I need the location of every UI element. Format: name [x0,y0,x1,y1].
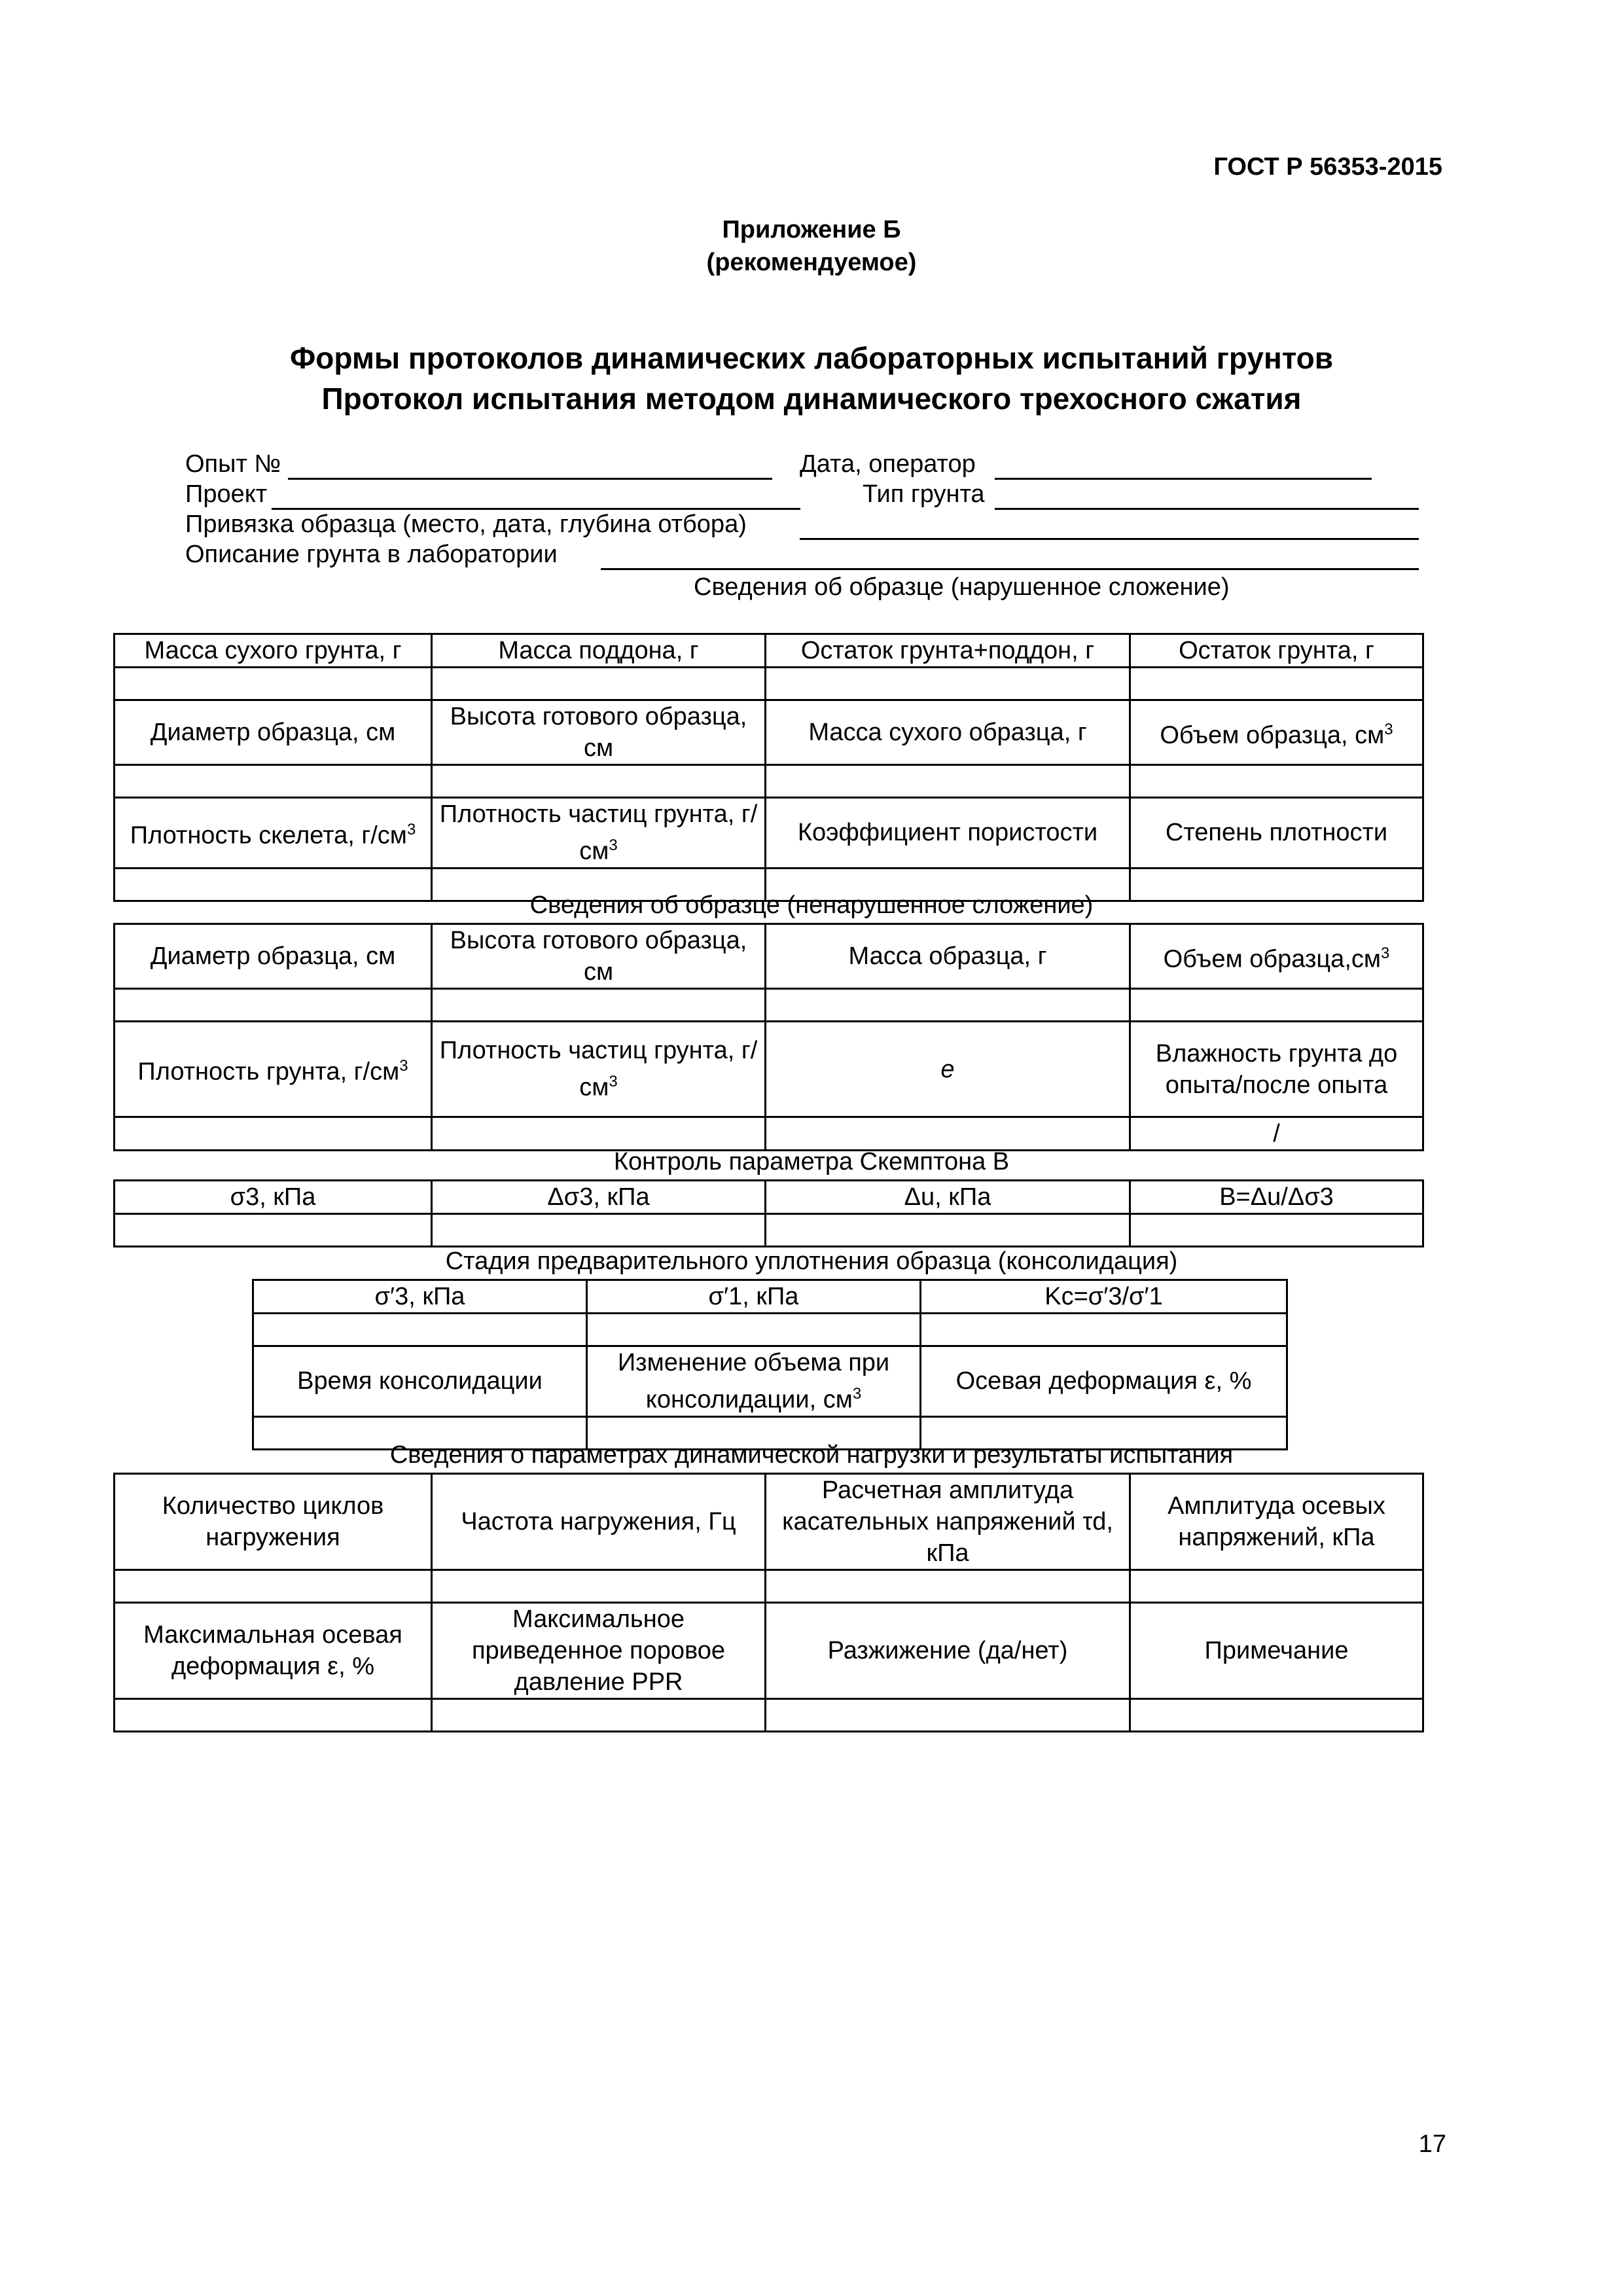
cell-sample-volume: Объем $образца,см^3$ [1130,924,1423,989]
cell-moisture-before-after: Влажность грунта до опыта/после опыта [1130,1022,1423,1117]
cell-sigma-prime-1: σ′1, кПа [587,1280,921,1314]
input-cell[interactable] [1130,1699,1423,1732]
input-cell[interactable] [1130,989,1423,1022]
cell-dry-soil-mass: Масса сухого грунта, г [115,634,432,668]
cell-soil-remainder-tray: Остаток грунта+поддон, г [766,634,1130,668]
cell-tray-mass: Масса поддона, г [432,634,766,668]
consolidation-table [252,1279,1288,1450]
cell-sample-volume: Объем образца, $см^3$ [1130,700,1423,765]
cell-liquefaction: Разжижение (да/нет) [766,1603,1130,1699]
cell-shear-stress-amplitude: Расчетная амплитуда касательных напряжений τd, кПа [766,1474,1130,1570]
input-cell[interactable] [921,1314,1287,1346]
skempton-table [113,1179,1424,1247]
dynamic-load-caption: Сведения о параметрах динамической нагрузки и результаты испытания [389,1441,1234,1469]
moisture-input-cell[interactable]: / [1130,1117,1423,1151]
cell-sample-mass: Масса образца, г [766,924,1130,989]
cell-void-ratio: e [766,1022,1130,1117]
cell-dry-sample-mass: Масса сухого образца, г [766,700,1130,765]
cell-sample-height: Высота готового образца, см [432,700,766,765]
cell-consolidation-time: Время консолидации [253,1346,587,1417]
lab-description-label: Описание грунта в лаборатории [185,541,558,568]
standard-number: ГОСТ Р 56353-2015 [1213,153,1442,181]
cell-particle-density: Плотность частиц грунта, $г/см^3$ [432,798,766,869]
lab-description-line[interactable] [601,568,1419,570]
skempton-caption: Контроль параметра Скемптона B [613,1148,1010,1175]
date-operator-line[interactable] [995,478,1372,480]
cell-delta-u: Δu, кПа [766,1181,1130,1214]
input-cell[interactable] [432,1570,766,1603]
input-cell[interactable] [253,1314,587,1346]
cell-kc: Kc=σ′3/σ′1 [921,1280,1287,1314]
input-cell[interactable] [766,1570,1130,1603]
input-cell[interactable] [115,1570,432,1603]
input-cell[interactable] [587,1314,921,1346]
input-cell[interactable] [1130,1570,1423,1603]
cell-load-frequency: Частота нагружения, Гц [432,1474,766,1570]
cell-sample-diameter: Диаметр образца, см [115,700,432,765]
disturbed-sample-caption: Сведения об образце (нарушенное сложение) [694,573,1230,601]
consolidation-caption: Стадия предварительного уплотнения образца (консолидация) [445,1247,1178,1275]
cell-soil-density: Плотность грунта, $г/см^3$ [115,1022,432,1117]
cell-sigma3: σ3, кПа [115,1181,432,1214]
cell-delta-sigma3: Δσ3, кПа [432,1181,766,1214]
cell-volume-change: Изменение объема при консолидации, $см^3$ [587,1346,921,1417]
cell-axial-deformation: Осевая деформация ε, % [921,1346,1287,1417]
input-cell[interactable] [1130,668,1423,700]
disturbed-sample-table [113,633,1424,902]
input-cell[interactable] [766,668,1130,700]
input-cell[interactable] [115,1117,432,1151]
test-number-label: Опыт № [185,450,281,478]
sample-binding-label: Привязка образца (место, дата, глубина отбора) [185,511,747,538]
cell-sigma-prime-3: σ′3, кПа [253,1280,587,1314]
input-cell[interactable] [766,989,1130,1022]
dynamic-load-table [113,1473,1424,1732]
test-number-line[interactable] [288,478,772,480]
input-cell[interactable] [1130,765,1423,798]
input-cell[interactable] [766,1214,1130,1247]
cell-axial-stress-amplitude: Амплитуда осевых напряжений, кПа [1130,1474,1423,1570]
input-cell[interactable] [432,1214,766,1247]
cell-particle-density: Плотность частиц грунта, $г/см^3$ [432,1022,766,1117]
input-cell[interactable] [766,1699,1130,1732]
input-cell[interactable] [766,765,1130,798]
cell-porosity-coefficient: Коэффициент пористости [766,798,1130,869]
forms-title: Формы протоколов динамических лабораторных испытаний грунтов [289,341,1334,375]
input-cell[interactable] [432,989,766,1022]
input-cell[interactable] [432,668,766,700]
input-cell[interactable] [432,1699,766,1732]
appendix-label: Приложение Б [722,216,901,243]
cell-note: Примечание [1130,1603,1423,1699]
appendix-status: (рекомендуемое) [706,249,917,276]
cell-sample-height: Высота готового образца, см [432,924,766,989]
cell-b-parameter: B=Δu/Δσ3 [1130,1181,1423,1214]
cell-max-axial-deformation: Максимальная осевая деформация ε, % [115,1603,432,1699]
soil-type-line[interactable] [995,508,1419,510]
input-cell[interactable] [432,765,766,798]
cell-skeleton-density: Плотность скелета, $г/см^3$ [115,798,432,869]
input-cell[interactable] [766,1117,1130,1151]
cell-soil-remainder: Остаток грунта, г [1130,634,1423,668]
input-cell[interactable] [115,1214,432,1247]
protocol-title: Протокол испытания методом динамического трехосного сжатия [321,382,1302,416]
soil-type-label: Тип грунта [863,480,985,508]
project-label: Проект [185,480,268,508]
input-cell[interactable] [432,1117,766,1151]
page-number: 17 [1418,2130,1446,2158]
cell-sample-diameter: Диаметр образца, см [115,924,432,989]
cell-density-degree: Степень плотности [1130,798,1423,869]
input-cell[interactable] [115,1699,432,1732]
date-operator-label: Дата, оператор [800,450,976,478]
input-cell[interactable] [115,989,432,1022]
cell-cycle-count: Количество циклов нагружения [115,1474,432,1570]
project-line[interactable] [272,508,800,510]
undisturbed-sample-caption: Сведения об образце (ненарушенное сложение) [529,891,1094,919]
input-cell[interactable] [1130,1214,1423,1247]
input-cell[interactable] [115,668,432,700]
undisturbed-sample-table [113,923,1424,1151]
input-cell[interactable] [115,765,432,798]
sample-binding-line[interactable] [800,538,1419,540]
cell-max-pore-pressure: Максимальное приведенное поровое давление PPR [432,1603,766,1699]
